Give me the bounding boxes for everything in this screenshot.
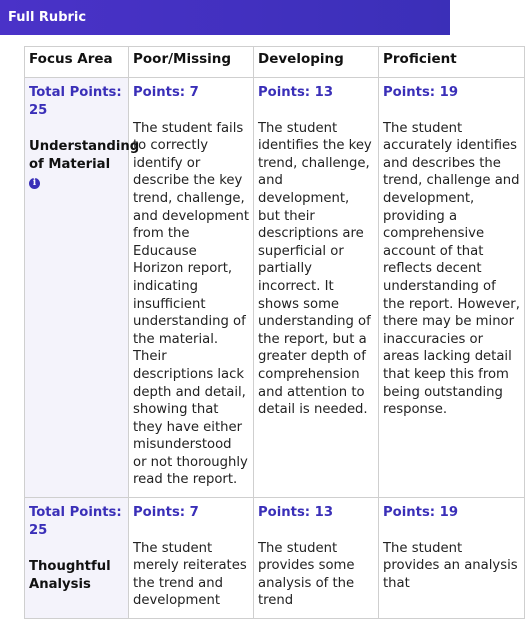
rating-cell <box>254 78 379 498</box>
focus-area-name: Thoughtful Analysis <box>29 559 111 592</box>
rating-points: Points: 7 <box>133 85 199 100</box>
column-header: Focus Area <box>25 47 129 78</box>
rating-cell <box>129 78 254 498</box>
rating-points: Points: 7 <box>133 505 199 521</box>
rating-description: The student fails to correctly identify or describe the key trend, challenge, and development from the Educause Horizon report, indicating insufficient understanding of the material. Their descriptions lack depth and detail, showing that they have either misunderstood or not thoroughly read the report. <box>133 120 249 488</box>
rating-points: Points: 13 <box>258 85 334 100</box>
focus-area-cell <box>25 78 140 498</box>
table-header-row <box>25 47 525 78</box>
rating-cell <box>254 498 379 619</box>
focus-area-name: Understanding of Material <box>29 139 140 172</box>
rating-description: The student identifies the key trend, challenge, and development, but their descriptions are superficial or partially incorrect. It shows some understanding of the report, but a greater depth of comprehension and attention to detail is needed. <box>258 120 372 418</box>
column-header: Developing <box>254 47 379 78</box>
total-points: Total Points: 25 <box>29 505 122 538</box>
total-points: Total Points: 25 <box>29 85 122 118</box>
rating-description: The student provides an analysis that <box>383 540 518 591</box>
rating-points: Points: 13 <box>258 505 334 521</box>
rating-description: The student provides some analysis of the trend <box>258 540 355 609</box>
dialog-title: Full Rubric <box>8 10 87 25</box>
column-header: Proficient <box>379 47 525 78</box>
rating-points: Points: 19 <box>383 85 459 100</box>
rating-points: Points: 19 <box>383 505 459 521</box>
table-row <box>25 78 525 498</box>
rating-cell <box>379 78 525 498</box>
rating-cell <box>379 498 525 619</box>
info-icon[interactable]: i <box>29 178 40 189</box>
dialog-header <box>0 0 450 35</box>
rating-description: The student merely reiterates the trend and development <box>133 540 247 609</box>
column-header: Poor/Missing <box>129 47 254 78</box>
focus-area-cell <box>25 498 129 619</box>
rating-cell <box>129 498 254 619</box>
rubric-table <box>24 46 525 619</box>
rating-description: The student accurately identifies and describes the trend, challenge and development, providing a comprehensive account of that reflects decent understanding of the report. However, there may be minor inaccuracies or areas lacking detail that keep this from being outstanding response. <box>383 120 520 418</box>
rubric-table-container[interactable] <box>24 46 520 609</box>
table-row <box>25 498 525 619</box>
